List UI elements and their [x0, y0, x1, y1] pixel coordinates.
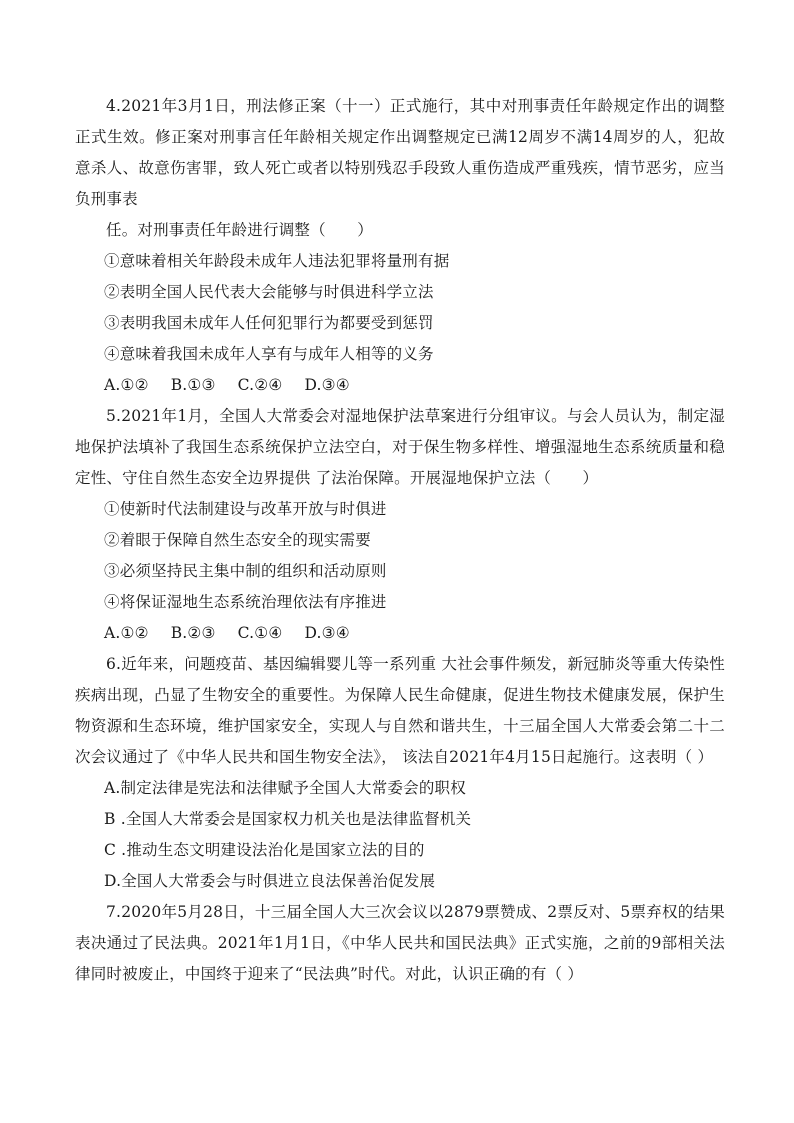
question-5-statement-2: ②着眼于保障自然生态安全的现实需要: [104, 531, 371, 549]
question-7-stem: 7.2020年5月28日，十三届全国人大三次会议以2879票赞成、2票反对、5票弃权的结果表决通过了民法典。2021年1月1日，《中华人民共和国民法典》正式实施，之前的9部相关法律同时被废止，中国终于迎来了“民法典”时代。对此，认识正确的有（ ）: [75, 903, 725, 983]
question-5-choices: [75, 618, 725, 649]
question-4-stem-continued: 任。对刑事责任年龄进行调整（ ）: [106, 221, 373, 239]
choice-c: C.②④: [237, 376, 283, 394]
question-5-stem: 5.2021年1月，全国人大常委会对湿地保护法草案进行分组审议。与会人员认为，制定湿地保护法填补了我国生态系统保护立法空白，对于保生物多样性、增强湿地生态系统质量和稳定性、守住自然生态安全边界提供 了法治保障。开展湿地保护立法（ ）: [75, 407, 725, 487]
question-6-stem: 6.近年来，问题疫苗、基因编辑婴儿等一系列重 大社会事件频发，新冠肺炎等重大传染性疾病出现，凸显了生物安全的重要性。为保障人民生命健康，促进生物技术健康发展，保护生物资源和生态环境，维护国家安全，实现人与自然和谐共生，十三届全国人大常委会第二十二 次会议通过了《中华人民共和国生物安全法》， 该法自2021年4月15日起施行。这表明（ ）: [75, 655, 725, 766]
question-6-option-d: D.全国人大常委会与时俱进立良法保善治促发展: [104, 872, 436, 890]
question-5: [75, 401, 725, 649]
question-5-statement-3: ③必须坚持民主集中制的组织和活动原则: [104, 562, 387, 580]
question-6: [75, 649, 725, 897]
choice-b: B.②③: [170, 624, 216, 642]
question-5-statement-4: ④将保证湿地生态系统治理依法有序推进: [104, 593, 387, 611]
choice-c: C.①④: [237, 624, 283, 642]
choice-d: D.③④: [304, 624, 350, 642]
question-4-statement-1: ①意味着相关年龄段未成年人违法犯罪将量刑有据: [104, 252, 450, 270]
question-4-statement-2: ②表明全国人民代表大会能够与时俱进科学立法: [104, 283, 434, 301]
question-5-statement-1: ①使新时代法制建设与改革开放与时俱进: [104, 500, 387, 518]
question-7: [75, 897, 725, 990]
choice-a: A.①②: [104, 376, 149, 394]
question-6-option-c: C .推动生态文明建设法治化是国家立法的目的: [104, 841, 425, 859]
question-4-stem: 4.2021年3月1日，刑法修正案（十一）正式施行，其中对刑事责任年龄规定作出的调整正式生效。修正案对刑事言任年龄相关规定作出调整规定已满12周岁不满14周岁的人，犯故意杀人、故意伤害罪，致人死亡或者以特别残忍手段致人重伤造成严重残疾，情节恶劣，应当负刑事表: [75, 97, 725, 208]
choice-b: B.①③: [170, 376, 216, 394]
question-4-statement-4: ④意味着我国未成年人享有与成年人相等的义务: [104, 345, 434, 363]
choice-d: D.③④: [304, 376, 350, 394]
question-list: [75, 91, 725, 990]
question-6-option-a: A.制定法律是宪法和法律赋予全国人大常委会的职权: [104, 779, 466, 797]
question-6-option-b: B .全国人大常委会是国家权力机关也是法律监督机关: [104, 810, 472, 828]
question-4-choices: [75, 370, 725, 401]
choice-a: A.①②: [104, 624, 149, 642]
question-4-statement-3: ③表明我国未成年人任何犯罪行为都要受到惩罚: [104, 314, 434, 332]
question-4: [75, 91, 725, 401]
